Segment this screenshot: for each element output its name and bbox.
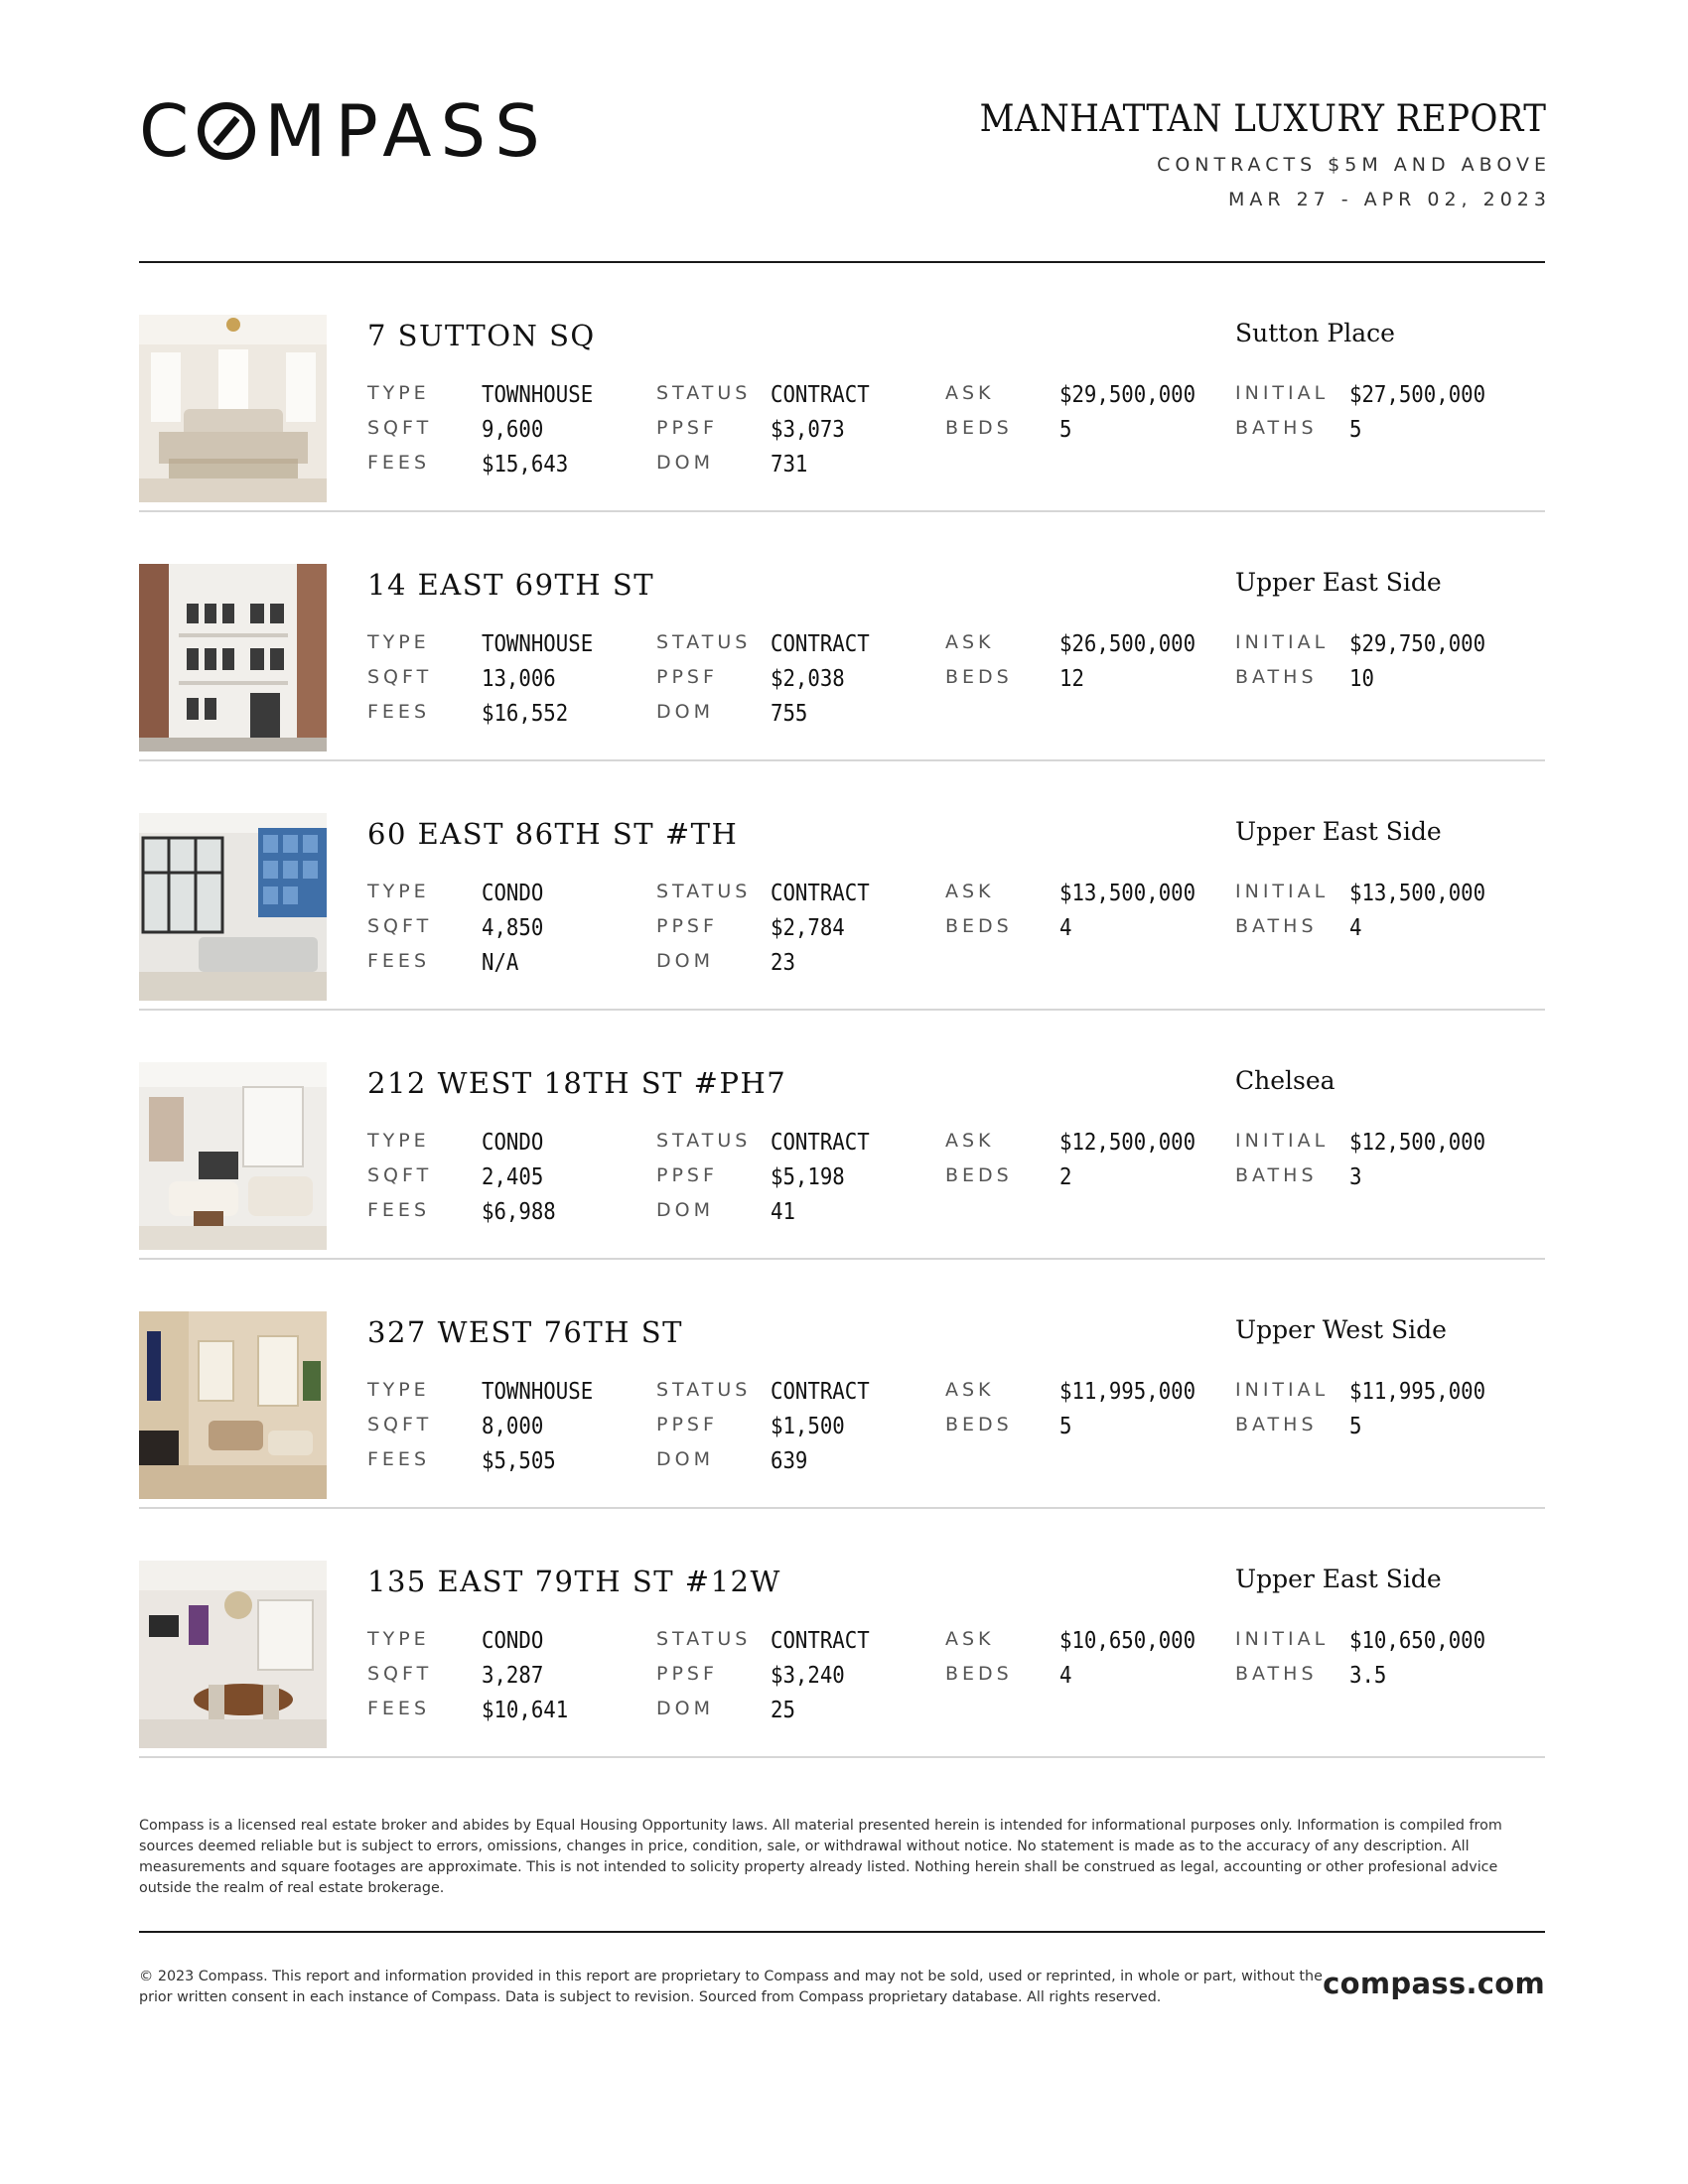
fees-label: FEES <box>367 1199 430 1221</box>
beds-value: 4 <box>1059 915 1072 941</box>
initial-value: $10,650,000 <box>1349 1628 1486 1654</box>
type-label: TYPE <box>367 631 430 653</box>
ppsf-value: $2,038 <box>771 666 845 692</box>
dom-label: DOM <box>656 1448 714 1470</box>
baths-label: BATHS <box>1235 1414 1318 1435</box>
fees-value: N/A <box>482 950 519 976</box>
fees-label: FEES <box>367 1698 430 1719</box>
listings <box>139 263 1545 1758</box>
sqft-label: SQFT <box>367 666 433 688</box>
ask-label: ASK <box>945 631 995 653</box>
listing-row <box>139 512 1545 761</box>
type-label: TYPE <box>367 1379 430 1401</box>
sqft-value: 13,006 <box>482 666 556 692</box>
beds-label: BEDS <box>945 1663 1013 1685</box>
baths-label: BATHS <box>1235 915 1318 937</box>
listing-address: 135 EAST 79TH ST #12W <box>367 1565 781 1598</box>
ppsf-value: $3,073 <box>771 417 845 443</box>
baths-value: 5 <box>1349 417 1362 443</box>
fees-value: $15,643 <box>482 452 569 478</box>
listing-row <box>139 1260 1545 1509</box>
compass-logo: C MPASS <box>139 89 549 173</box>
listing-address: 60 EAST 86TH ST #TH <box>367 817 739 851</box>
beds-label: BEDS <box>945 915 1013 937</box>
ppsf-label: PPSF <box>656 915 718 937</box>
sqft-value: 8,000 <box>482 1414 544 1439</box>
type-label: TYPE <box>367 881 430 902</box>
status-label: STATUS <box>656 1628 752 1650</box>
ask-label: ASK <box>945 1130 995 1152</box>
fees-label: FEES <box>367 1448 430 1470</box>
type-value: TOWNHOUSE <box>482 631 594 657</box>
dom-label: DOM <box>656 1698 714 1719</box>
dom-label: DOM <box>656 452 714 474</box>
legal-disclaimer: Compass is a licensed real estate broker and abides by Equal Housing Opportunity laws. All material presented herein is intended for informational purposes only. Information is compiled from sources deemed reliable but is subject to errors, omissions, changes in price, condition, sale, or withdrawal without notice. No statement is made as to the accuracy of any description. All measurements and square footages are approximate. This is not intended to solicity property already listed. Nothing herein shall be construed as legal, accounting or other profesional advice outside the realm of real estate brokerage. <box>139 1818 1502 1896</box>
dom-value: 755 <box>771 701 808 727</box>
listing-address: 14 EAST 69TH ST <box>367 568 655 602</box>
dom-label: DOM <box>656 950 714 972</box>
footer-divider <box>139 1931 1545 1933</box>
ppsf-value: $2,784 <box>771 915 845 941</box>
listing-neighborhood: Sutton Place <box>1235 319 1395 347</box>
fees-label: FEES <box>367 701 430 723</box>
report-header <box>930 97 1551 210</box>
baths-value: 10 <box>1349 666 1374 692</box>
listing-address: 7 SUTTON SQ <box>367 319 596 352</box>
baths-value: 4 <box>1349 915 1362 941</box>
dom-value: 23 <box>771 950 795 976</box>
sqft-label: SQFT <box>367 915 433 937</box>
type-value: CONDO <box>482 1130 544 1156</box>
listing-row <box>139 1509 1545 1758</box>
ask-value: $12,500,000 <box>1059 1130 1196 1156</box>
sqft-label: SQFT <box>367 1663 433 1685</box>
baths-value: 3.5 <box>1349 1663 1387 1689</box>
sqft-label: SQFT <box>367 1414 433 1435</box>
beds-label: BEDS <box>945 417 1013 439</box>
type-value: TOWNHOUSE <box>482 1379 594 1405</box>
listing-address: 327 WEST 76TH ST <box>367 1315 683 1349</box>
status-label: STATUS <box>656 1379 752 1401</box>
beds-label: BEDS <box>945 1164 1013 1186</box>
beds-label: BEDS <box>945 1414 1013 1435</box>
listing-row <box>139 1011 1545 1260</box>
sqft-value: 9,600 <box>482 417 544 443</box>
status-value: CONTRACT <box>771 1379 870 1405</box>
report-subtitle: CONTRACTS $5M AND ABOVE <box>1157 154 1551 176</box>
beds-value: 5 <box>1059 417 1072 443</box>
listing-neighborhood: Upper East Side <box>1235 1565 1442 1593</box>
listing-neighborhood: Chelsea <box>1235 1066 1336 1095</box>
fees-value: $16,552 <box>482 701 569 727</box>
type-label: TYPE <box>367 1130 430 1152</box>
ppsf-value: $3,240 <box>771 1663 845 1689</box>
listing-photo <box>139 1561 327 1748</box>
status-value: CONTRACT <box>771 1130 870 1156</box>
initial-value: $11,995,000 <box>1349 1379 1486 1405</box>
listing-photo <box>139 813 327 1001</box>
baths-label: BATHS <box>1235 666 1318 688</box>
listing-photo <box>139 564 327 751</box>
listing-address: 212 WEST 18TH ST #PH7 <box>367 1066 787 1100</box>
sqft-value: 3,287 <box>482 1663 544 1689</box>
initial-value: $12,500,000 <box>1349 1130 1486 1156</box>
ask-value: $29,500,000 <box>1059 382 1196 408</box>
ask-label: ASK <box>945 881 995 902</box>
dom-value: 41 <box>771 1199 795 1225</box>
dom-value: 25 <box>771 1698 795 1723</box>
compass-o-icon <box>198 102 255 160</box>
ask-value: $26,500,000 <box>1059 631 1196 657</box>
initial-label: INITIAL <box>1235 881 1330 902</box>
ppsf-label: PPSF <box>656 666 718 688</box>
baths-value: 3 <box>1349 1164 1362 1190</box>
initial-label: INITIAL <box>1235 1379 1330 1401</box>
beds-value: 12 <box>1059 666 1084 692</box>
initial-label: INITIAL <box>1235 1628 1330 1650</box>
beds-label: BEDS <box>945 666 1013 688</box>
listing-neighborhood: Upper West Side <box>1235 1315 1447 1344</box>
fees-label: FEES <box>367 452 430 474</box>
dom-value: 639 <box>771 1448 808 1474</box>
report-date-range: MAR 27 - APR 02, 2023 <box>1227 189 1551 210</box>
baths-label: BATHS <box>1235 1663 1318 1685</box>
initial-label: INITIAL <box>1235 382 1330 404</box>
status-label: STATUS <box>656 881 752 902</box>
sqft-value: 4,850 <box>482 915 544 941</box>
initial-label: INITIAL <box>1235 631 1330 653</box>
sqft-value: 2,405 <box>482 1164 544 1190</box>
ask-value: $11,995,000 <box>1059 1379 1196 1405</box>
ask-value: $10,650,000 <box>1059 1628 1196 1654</box>
type-value: TOWNHOUSE <box>482 382 594 408</box>
status-value: CONTRACT <box>771 881 870 906</box>
listing-neighborhood: Upper East Side <box>1235 568 1442 597</box>
ppsf-label: PPSF <box>656 1164 718 1186</box>
ppsf-value: $5,198 <box>771 1164 845 1190</box>
listing-photo <box>139 1311 327 1499</box>
type-value: CONDO <box>482 1628 544 1654</box>
baths-label: BATHS <box>1235 417 1318 439</box>
fees-label: FEES <box>367 950 430 972</box>
ppsf-label: PPSF <box>656 1414 718 1435</box>
fees-value: $10,641 <box>482 1698 569 1723</box>
copyright-notice: © 2023 Compass. This report and information provided in this report are proprietary to Compass and may not be sold, used or reprinted, in whole or part, without the prior written consent in each instance of Compass. Data is subject to revision. Sourced from Compass proprietary database. All rights reserved. <box>139 1969 1323 2005</box>
listing-neighborhood: Upper East Side <box>1235 817 1442 846</box>
listing-photo <box>139 315 327 502</box>
ppsf-label: PPSF <box>656 417 718 439</box>
status-value: CONTRACT <box>771 382 870 408</box>
ask-label: ASK <box>945 1379 995 1401</box>
sqft-label: SQFT <box>367 417 433 439</box>
status-label: STATUS <box>656 631 752 653</box>
initial-value: $29,750,000 <box>1349 631 1486 657</box>
ppsf-value: $1,500 <box>771 1414 845 1439</box>
ask-label: ASK <box>945 1628 995 1650</box>
ppsf-label: PPSF <box>656 1663 718 1685</box>
initial-label: INITIAL <box>1235 1130 1330 1152</box>
website-link[interactable]: compass.com <box>1323 1967 1545 2000</box>
status-value: CONTRACT <box>771 631 870 657</box>
ask-label: ASK <box>945 382 995 404</box>
baths-value: 5 <box>1349 1414 1362 1439</box>
ask-value: $13,500,000 <box>1059 881 1196 906</box>
dom-value: 731 <box>771 452 808 478</box>
fees-value: $6,988 <box>482 1199 556 1225</box>
type-label: TYPE <box>367 1628 430 1650</box>
beds-value: 4 <box>1059 1663 1072 1689</box>
listing-photo <box>139 1062 327 1250</box>
dom-label: DOM <box>656 701 714 723</box>
status-label: STATUS <box>656 382 752 404</box>
status-label: STATUS <box>656 1130 752 1152</box>
type-value: CONDO <box>482 881 544 906</box>
listing-row <box>139 761 1545 1011</box>
beds-value: 2 <box>1059 1164 1072 1190</box>
fees-value: $5,505 <box>482 1448 556 1474</box>
initial-value: $13,500,000 <box>1349 881 1486 906</box>
type-label: TYPE <box>367 382 430 404</box>
baths-label: BATHS <box>1235 1164 1318 1186</box>
dom-label: DOM <box>656 1199 714 1221</box>
listing-row <box>139 263 1545 512</box>
report-title: MANHATTAN LUXURY REPORT <box>979 97 1546 140</box>
beds-value: 5 <box>1059 1414 1072 1439</box>
sqft-label: SQFT <box>367 1164 433 1186</box>
status-value: CONTRACT <box>771 1628 870 1654</box>
initial-value: $27,500,000 <box>1349 382 1486 408</box>
